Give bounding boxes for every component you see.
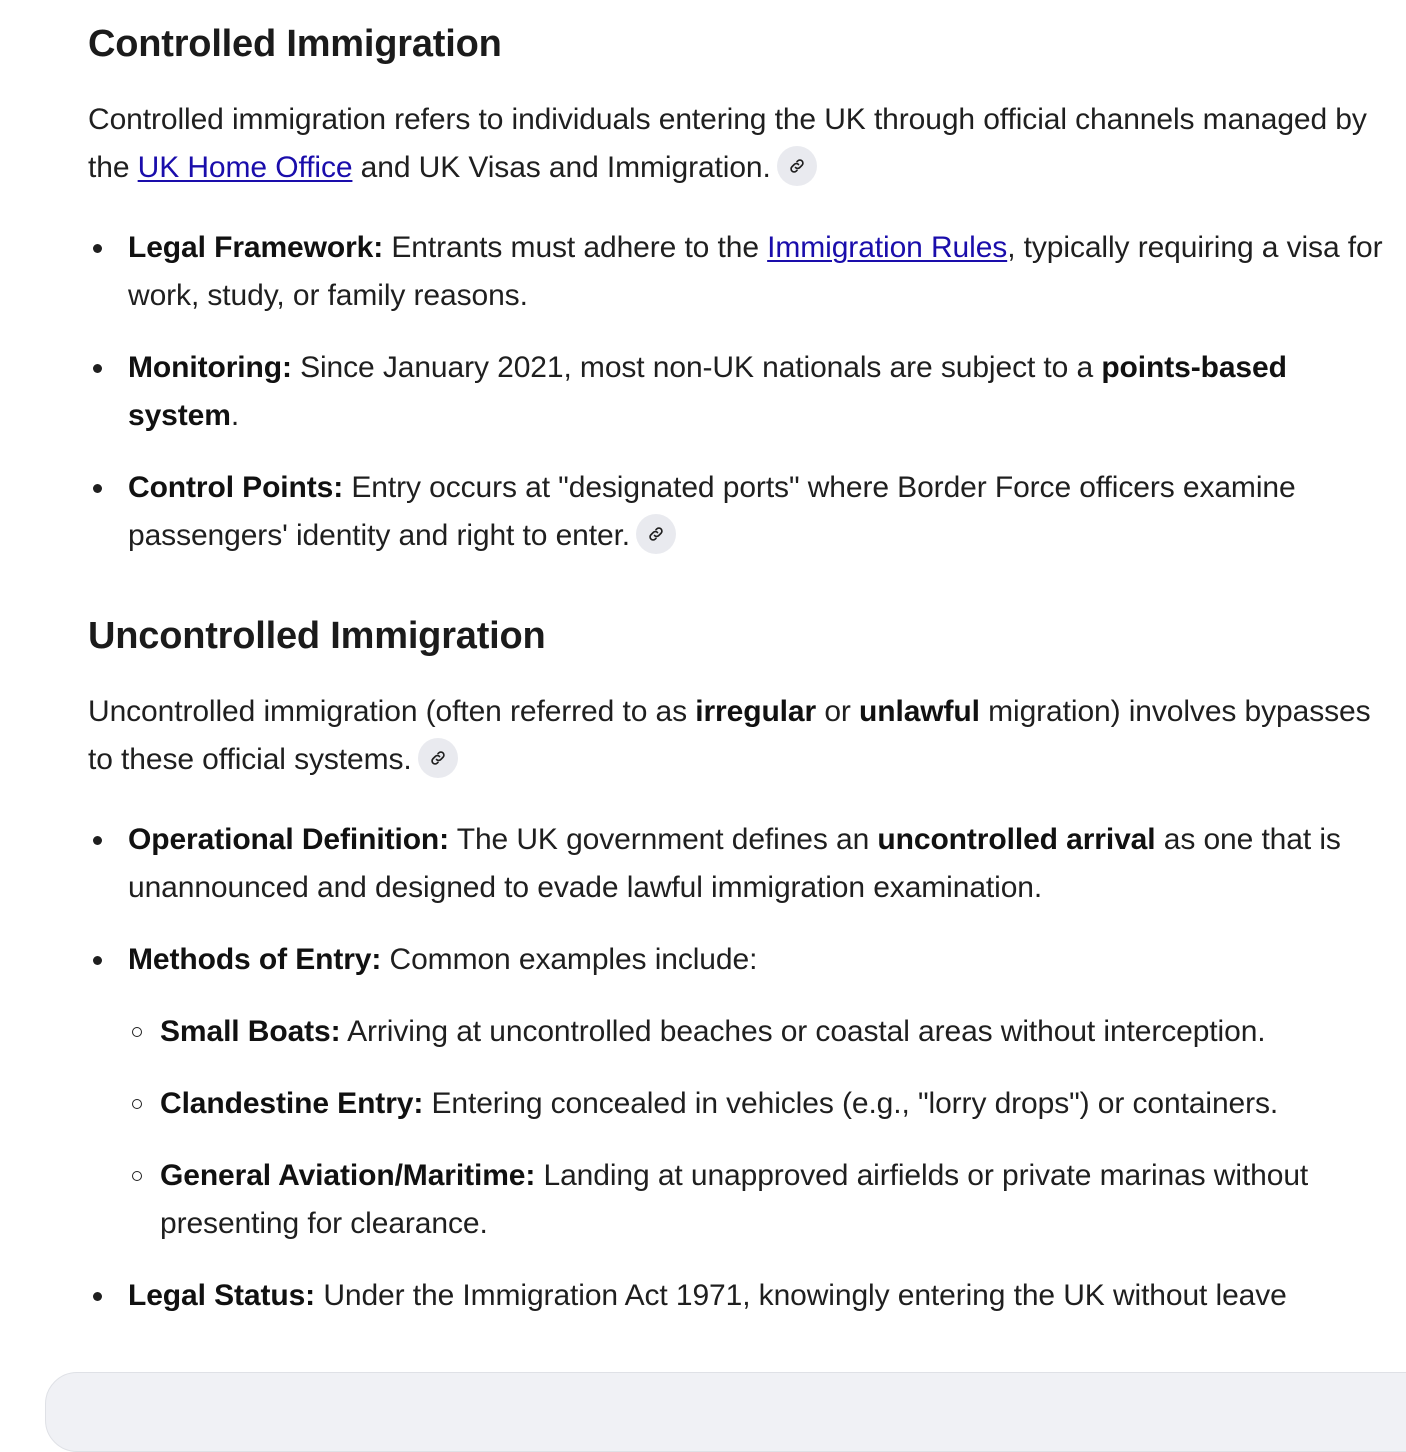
bullet-text-after: , typically requiring a visa for work, study, or family reasons.: [128, 231, 1383, 312]
list-item-monitoring: [88, 344, 1406, 440]
link-icon: [788, 157, 806, 175]
bullet-text: Common examples include:: [381, 943, 758, 976]
list-item-methods-of-entry: [88, 936, 1406, 1248]
intro-text-after: and UK Visas and Immigration.: [352, 151, 771, 184]
list-item-operational-definition: [88, 816, 1406, 912]
bold-term-unlawful: unlawful: [859, 695, 980, 728]
sub-item-clandestine-entry: [128, 1080, 1406, 1128]
bullet-bold-term: uncontrolled arrival: [877, 823, 1156, 856]
bullet-label: Monitoring:: [128, 351, 292, 384]
bullet-text-after: as one that is unannounced and designed to evade lawful immigration examination.: [128, 823, 1341, 904]
intro-text: or: [816, 695, 860, 728]
link-icon: [429, 749, 447, 767]
intro-text: Controlled immigration refers to individuals entering the UK through official channels managed by the: [88, 103, 1367, 184]
sub-text: Landing at unapproved airfields or private marinas without presenting for clearance.: [160, 1159, 1309, 1240]
intro-text: migration) involves bypasses to these official systems.: [88, 695, 1371, 776]
bold-term-irregular: irregular: [695, 695, 817, 728]
bullet-text: The UK government defines an: [449, 823, 878, 856]
bullet-label: Operational Definition:: [128, 823, 450, 856]
heading-uncontrolled-immigration: Uncontrolled Immigration: [88, 615, 546, 657]
bullet-label: Legal Framework:: [128, 231, 384, 264]
bullet-bold-term: points-based system: [128, 351, 1287, 432]
sub-text: Arriving at uncontrolled beaches or coastal areas without interception.: [340, 1015, 1266, 1048]
list-item-legal-status: [88, 1272, 1406, 1320]
immigration-rules-link[interactable]: Immigration Rules: [767, 231, 1008, 264]
sub-label: General Aviation/Maritime:: [160, 1159, 536, 1192]
list-item-control-points: [88, 464, 1406, 560]
source-link-button[interactable]: [418, 738, 458, 778]
sub-item-general-aviation-maritime: [128, 1152, 1406, 1248]
bullet-text-after: .: [230, 399, 240, 432]
sub-label: Clandestine Entry:: [160, 1087, 424, 1120]
bullet-label: Methods of Entry:: [128, 943, 382, 976]
prompt-input-panel[interactable]: [45, 1372, 1406, 1452]
bullet-text: Entry occurs at "designated ports" where Border Force officers examine passengers' identity and right to enter.: [128, 471, 1296, 552]
controlled-bullet-list: [88, 224, 1406, 584]
controlled-intro-paragraph: [88, 96, 1388, 192]
sub-item-small-boats: [128, 1008, 1406, 1056]
bullet-label: Legal Status:: [128, 1279, 316, 1312]
heading-controlled-immigration: Controlled Immigration: [88, 23, 502, 65]
link-icon: [647, 525, 665, 543]
uncontrolled-bullet-list: [88, 816, 1406, 1344]
bullet-text: Since January 2021, most non-UK nationals are subject to a: [291, 351, 1102, 384]
bullet-text: Under the Immigration Act 1971, knowingly entering the UK without leave: [315, 1279, 1287, 1312]
list-item-legal-framework: [88, 224, 1406, 320]
sub-text: Entering concealed in vehicles (e.g., "lorry drops") or containers.: [423, 1087, 1279, 1120]
methods-sub-list: [128, 1008, 1406, 1248]
sub-label: Small Boats:: [160, 1015, 341, 1048]
intro-text: Uncontrolled immigration (often referred to as: [88, 695, 696, 728]
uncontrolled-intro-paragraph: [88, 688, 1388, 784]
source-link-button[interactable]: [636, 514, 676, 554]
source-link-button[interactable]: [777, 146, 817, 186]
bullet-label: Control Points:: [128, 471, 344, 504]
bullet-text: Entrants must adhere to the: [383, 231, 768, 264]
uk-home-office-link[interactable]: UK Home Office: [137, 151, 353, 184]
